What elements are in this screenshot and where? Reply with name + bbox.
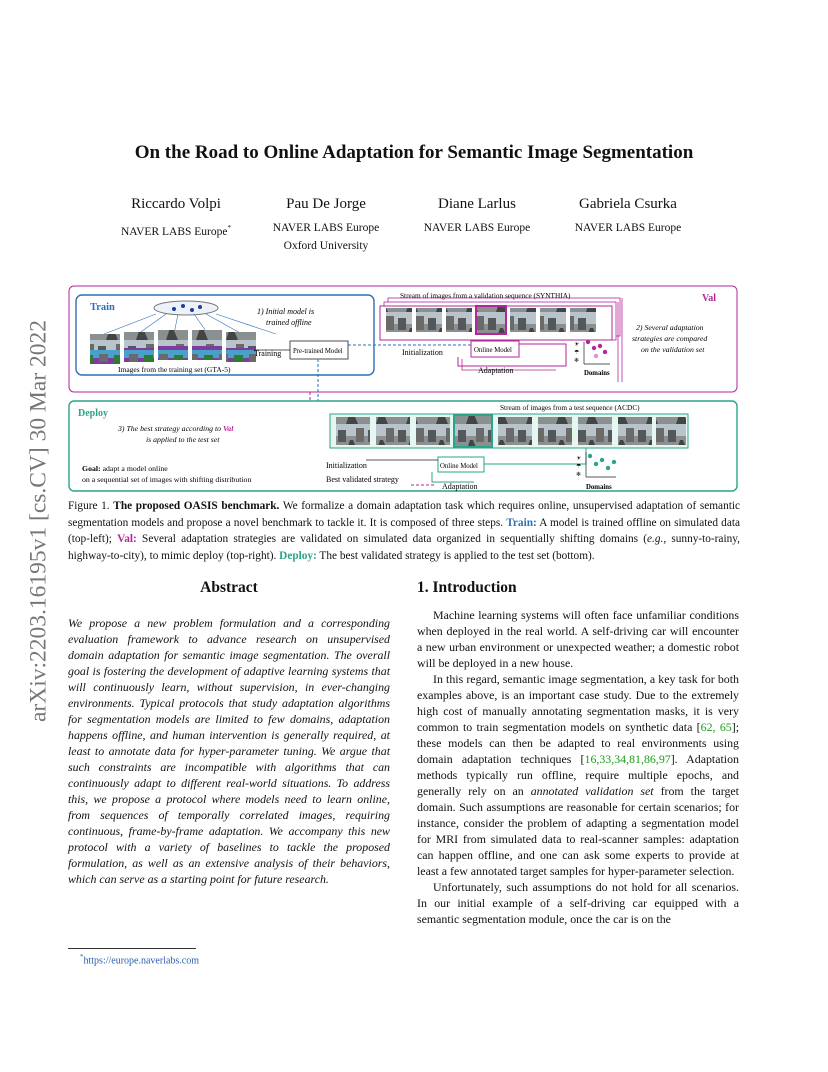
paper-title: On the Road to Online Adaptation for Semantic Image Segmentation xyxy=(134,142,694,163)
author-affiliation: NAVER LABS Europe Oxford University xyxy=(272,222,380,252)
footnote-rule xyxy=(68,948,196,949)
goal-line1: Goal: adapt a model online xyxy=(82,464,168,473)
training-thumbnails xyxy=(90,330,256,364)
step2-line2: strategies are compared xyxy=(632,334,708,343)
citation-link[interactable]: 16,33,34,81,86,97 xyxy=(584,752,671,766)
svg-text:☀: ☀ xyxy=(576,456,582,462)
footnote-link[interactable]: https://europe.naverlabs.com xyxy=(83,955,200,967)
svg-text:☂: ☂ xyxy=(576,464,582,470)
train-box xyxy=(76,295,374,375)
author-name: Diane Larlus xyxy=(438,196,516,212)
training-label: Training xyxy=(254,349,282,358)
step3-line1: 3) The best strategy according to Val xyxy=(118,424,234,433)
val-online-model-label: Online Model xyxy=(474,347,512,354)
intro-paragraph-2: In this regard, semantic image segmentation, a key task for both examples above, is an important case study. Due to the extremely high cost of manually annotating segmentation masks, it is very common to train segmentation models on synthetic data [62, 65]; these models can then be adapted to real environments using domain adaptation techniques [16,33,34,81,86,97]. Adaptation methods typically run offline, require multiple epochs, and generally rely on an annotated validation set from the target domain. Such assumptions are reasonable for certain scenarios; for instance, consider the problem of adapting a segmentation model for MRI from simulated data to real-scanner samples: adaptation can happen offline, and one can ask some experts to provide at least a few annotated target samples for hyper-parameter selection. xyxy=(417,672,739,878)
step2-line3: on the validation set xyxy=(641,345,705,354)
figure-caption: Figure 1. The proposed OASIS benchmark. We formalize a domain adaptation task which requires online, unsupervised adaptation of semantic segmentation models and propose a novel benchmark to tackle it. It is composed of three steps. Train: A model is trained offline on simulated data (top-left); Val: Several adaptation strategies are validated on simulated data organized in sequentially shifting domains (e.g., sunny-to-rainy, highway-to-city), to mimic deploy (top-right). Deploy: The best validated strategy is applied to the test set (bottom). xyxy=(68,500,741,562)
intro-paragraph-1: Machine learning systems will often face unfamiliar conditions when deployed in the real world. A self-driving car will encounter a new urban environment or unexpected weather; a domestic robot will be deployed in a new house. xyxy=(417,608,739,670)
citation-link[interactable]: 62, 65 xyxy=(700,720,732,734)
deploy-label: Deploy xyxy=(78,408,108,419)
goal-line2: on a sequential set of images with shifting distribution xyxy=(82,475,252,484)
val-label: Val xyxy=(702,293,717,304)
val-domains-label: Domains xyxy=(584,370,610,377)
svg-text:☂: ☂ xyxy=(574,350,580,356)
pretrained-model-label: Pre-trained Model xyxy=(293,348,343,355)
train-set-drum xyxy=(154,301,218,315)
step3-line2: is applied to the test set xyxy=(146,435,220,444)
test-initialization-label: Initialization xyxy=(326,461,367,470)
intro-body xyxy=(417,607,739,927)
author-affiliation: NAVER LABS Europe* xyxy=(121,224,231,238)
val-stream-label: Stream of images from a validation sequence (SYNTHIA) xyxy=(400,291,571,300)
svg-text:❄: ❄ xyxy=(576,472,582,478)
author-affiliation: NAVER LABS Europe xyxy=(423,222,531,234)
test-domains-label: Domains xyxy=(586,484,612,491)
train-label: Train xyxy=(90,302,115,313)
val-adaptation-label: Adaptation xyxy=(478,366,514,375)
svg-text:❄: ❄ xyxy=(574,358,580,364)
abstract-heading: Abstract xyxy=(200,579,258,596)
val-frames xyxy=(386,306,596,334)
footnote: *https://europe.naverlabs.com xyxy=(80,953,200,967)
author-name: Gabriela Csurka xyxy=(579,196,677,212)
val-initialization-label: Initialization xyxy=(402,348,443,357)
test-adaptation-label: Adaptation xyxy=(442,482,478,491)
oasis-figure xyxy=(66,284,742,494)
author-affiliation: NAVER LABS Europe xyxy=(574,222,682,234)
abstract-body: We propose a new problem formulation and a corresponding evaluation framework to advance research on unsupervised domain adaptation for semantic image segmentation. The overall goal is fostering the development of adaptive learning systems that will continuously learn, without supervision, in ever-changing environments. Typical protocols that study adaptation algorithms for segmentation models are limited to few domains, adaptation happens offline, and human intervention is generally required, at least to annotate data for hyper-parameter tuning. We argue that such constraints are incompatible with algorithms that can continuously adapt to different real-world situations. To address this, we propose a protocol where models need to learn online, from sequences of temporally correlated images, requiring continuous, frame-by-frame adaptation. We accompany this new protocol with a variety of baselines to tackle the proposed formulation, as well as an extensive analysis of their behaviors, which can serve as a starting point for future research. xyxy=(68,616,390,886)
step2-line1: 2) Several adaptation xyxy=(636,323,704,332)
test-frames xyxy=(336,415,686,447)
test-stream-label: Stream of images from a test sequence (ACDC) xyxy=(500,403,640,412)
test-online-model-label: Online Model xyxy=(440,463,478,470)
author-name: Pau De Jorge xyxy=(286,196,366,212)
step1-line2: trained offline xyxy=(266,318,312,327)
intro-heading: 1. Introduction xyxy=(417,579,517,596)
author-2 xyxy=(241,196,411,255)
arxiv-side-label: arXiv:2203.16195v1 [cs.CV] 30 Mar 2022 xyxy=(25,319,52,722)
training-set-label: Images from the training set (GTA-5) xyxy=(118,365,231,374)
author-3 xyxy=(392,196,562,237)
author-name: Riccardo Volpi xyxy=(131,196,221,212)
author-1 xyxy=(91,196,261,241)
svg-text:☀: ☀ xyxy=(574,342,580,348)
intro-paragraph-3: Unfortunately, such assumptions do not hold for all scenarios. In our initial example of a self-driving car equipped with a semantic segmentation module, once the car is on the xyxy=(417,880,739,926)
best-strategy-label: Best validated strategy xyxy=(326,475,399,484)
author-4 xyxy=(543,196,713,237)
step1-line1: 1) Initial model is xyxy=(257,307,315,316)
